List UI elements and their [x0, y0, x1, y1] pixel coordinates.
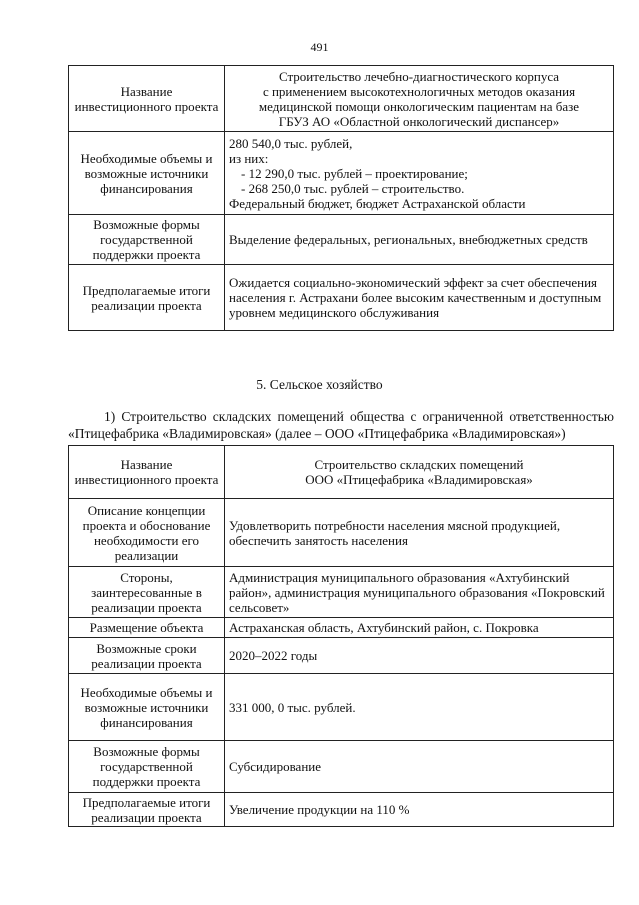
- row-label: Описание концепции проекта и обоснование необходимости его реализации: [69, 499, 225, 567]
- text-line: - 12 290,0 тыс. рублей – проектирование;: [241, 165, 468, 181]
- table-row: [69, 265, 614, 331]
- table-row: [69, 66, 614, 132]
- table-row: [69, 446, 614, 499]
- table-row: [69, 674, 614, 741]
- table-row: [69, 567, 614, 618]
- location-cell: Астраханская область, Ахтубинский район, с. Покровка: [225, 618, 614, 638]
- text-line: медицинской помощи онкологическим пациентам на базе: [258, 98, 580, 114]
- investment-project-table-poultry: [68, 445, 614, 827]
- table-row: [69, 741, 614, 793]
- row-label: Размещение объекта: [69, 618, 225, 638]
- text-line: с применением высокотехнологичных методов оказания: [262, 83, 576, 99]
- row-label: Необходимые объемы и возможные источники финансирования: [69, 674, 225, 741]
- support-forms-cell: Выделение федеральных, региональных, внебюджетных средств: [225, 215, 614, 265]
- table-row: [69, 638, 614, 674]
- text-line: ООО «Птицефабрика «Владимировская»: [305, 472, 533, 487]
- row-label: Предполагаемые итоги реализации проекта: [69, 793, 225, 827]
- support-forms-cell: Субсидирование: [225, 741, 614, 793]
- project-name-cell: [225, 66, 614, 132]
- text-line: Федеральный бюджет, бюджет Астраханской области: [229, 195, 526, 211]
- row-label: Название инвестиционного проекта: [69, 446, 225, 499]
- section-title: 5. Сельское хозяйство: [256, 377, 383, 392]
- row-label: Возможные формы государственной поддержки проекта: [69, 215, 225, 265]
- timeline-cell: 2020–2022 годы: [225, 638, 614, 674]
- text-line: ГБУЗ АО «Областной онкологический диспансер»: [278, 113, 560, 129]
- table-row: [69, 132, 614, 215]
- page-number: 491: [310, 40, 329, 54]
- table-row: [69, 499, 614, 567]
- table-row: [69, 215, 614, 265]
- stakeholders-cell: Администрация муниципального образования «Ахтубинский район», администрация муниципального образования «Покровский сельсовет»: [225, 567, 614, 618]
- table-row: [69, 793, 614, 827]
- financing-cell: 331 000, 0 тыс. рублей.: [225, 674, 614, 741]
- results-cell: Ожидается социально-экономический эффект за счет обеспечения населения г. Астрахани более высоким качественным и доступным уровнем медицинского обслуживания: [225, 265, 614, 331]
- table-row: [69, 618, 614, 638]
- financing-cell: [225, 132, 614, 215]
- row-label: Название инвестиционного проекта: [69, 66, 225, 132]
- row-label: Возможные сроки реализации проекта: [69, 638, 225, 674]
- investment-project-table-oncology: [68, 65, 614, 331]
- text-line: - 268 250,0 тыс. рублей – строительство.: [241, 180, 465, 196]
- text-line: 280 540,0 тыс. рублей,: [229, 135, 353, 151]
- row-label: Необходимые объемы и возможные источники финансирования: [69, 132, 225, 215]
- project-intro-paragraph: 1) Строительство складских помещений общества с ограниченной ответственностью «Птицефабрика «Владимировская» (далее – ООО «Птицефабрика «Владимировская»): [68, 409, 614, 441]
- results-cell: Увеличение продукции на 110 %: [225, 793, 614, 827]
- text-line: Строительство лечебно-диагностического корпуса: [278, 68, 560, 84]
- row-label: Возможные формы государственной поддержки проекта: [69, 741, 225, 793]
- concept-cell: Удовлетворить потребности населения мясной продукцией, обеспечить занятость населения: [225, 499, 614, 567]
- row-label: Предполагаемые итоги реализации проекта: [69, 265, 225, 331]
- project-name-cell: [225, 446, 614, 499]
- text-line: из них:: [229, 150, 269, 166]
- text-line: Строительство складских помещений: [314, 457, 524, 472]
- row-label: Стороны, заинтересованные в реализации проекта: [69, 567, 225, 618]
